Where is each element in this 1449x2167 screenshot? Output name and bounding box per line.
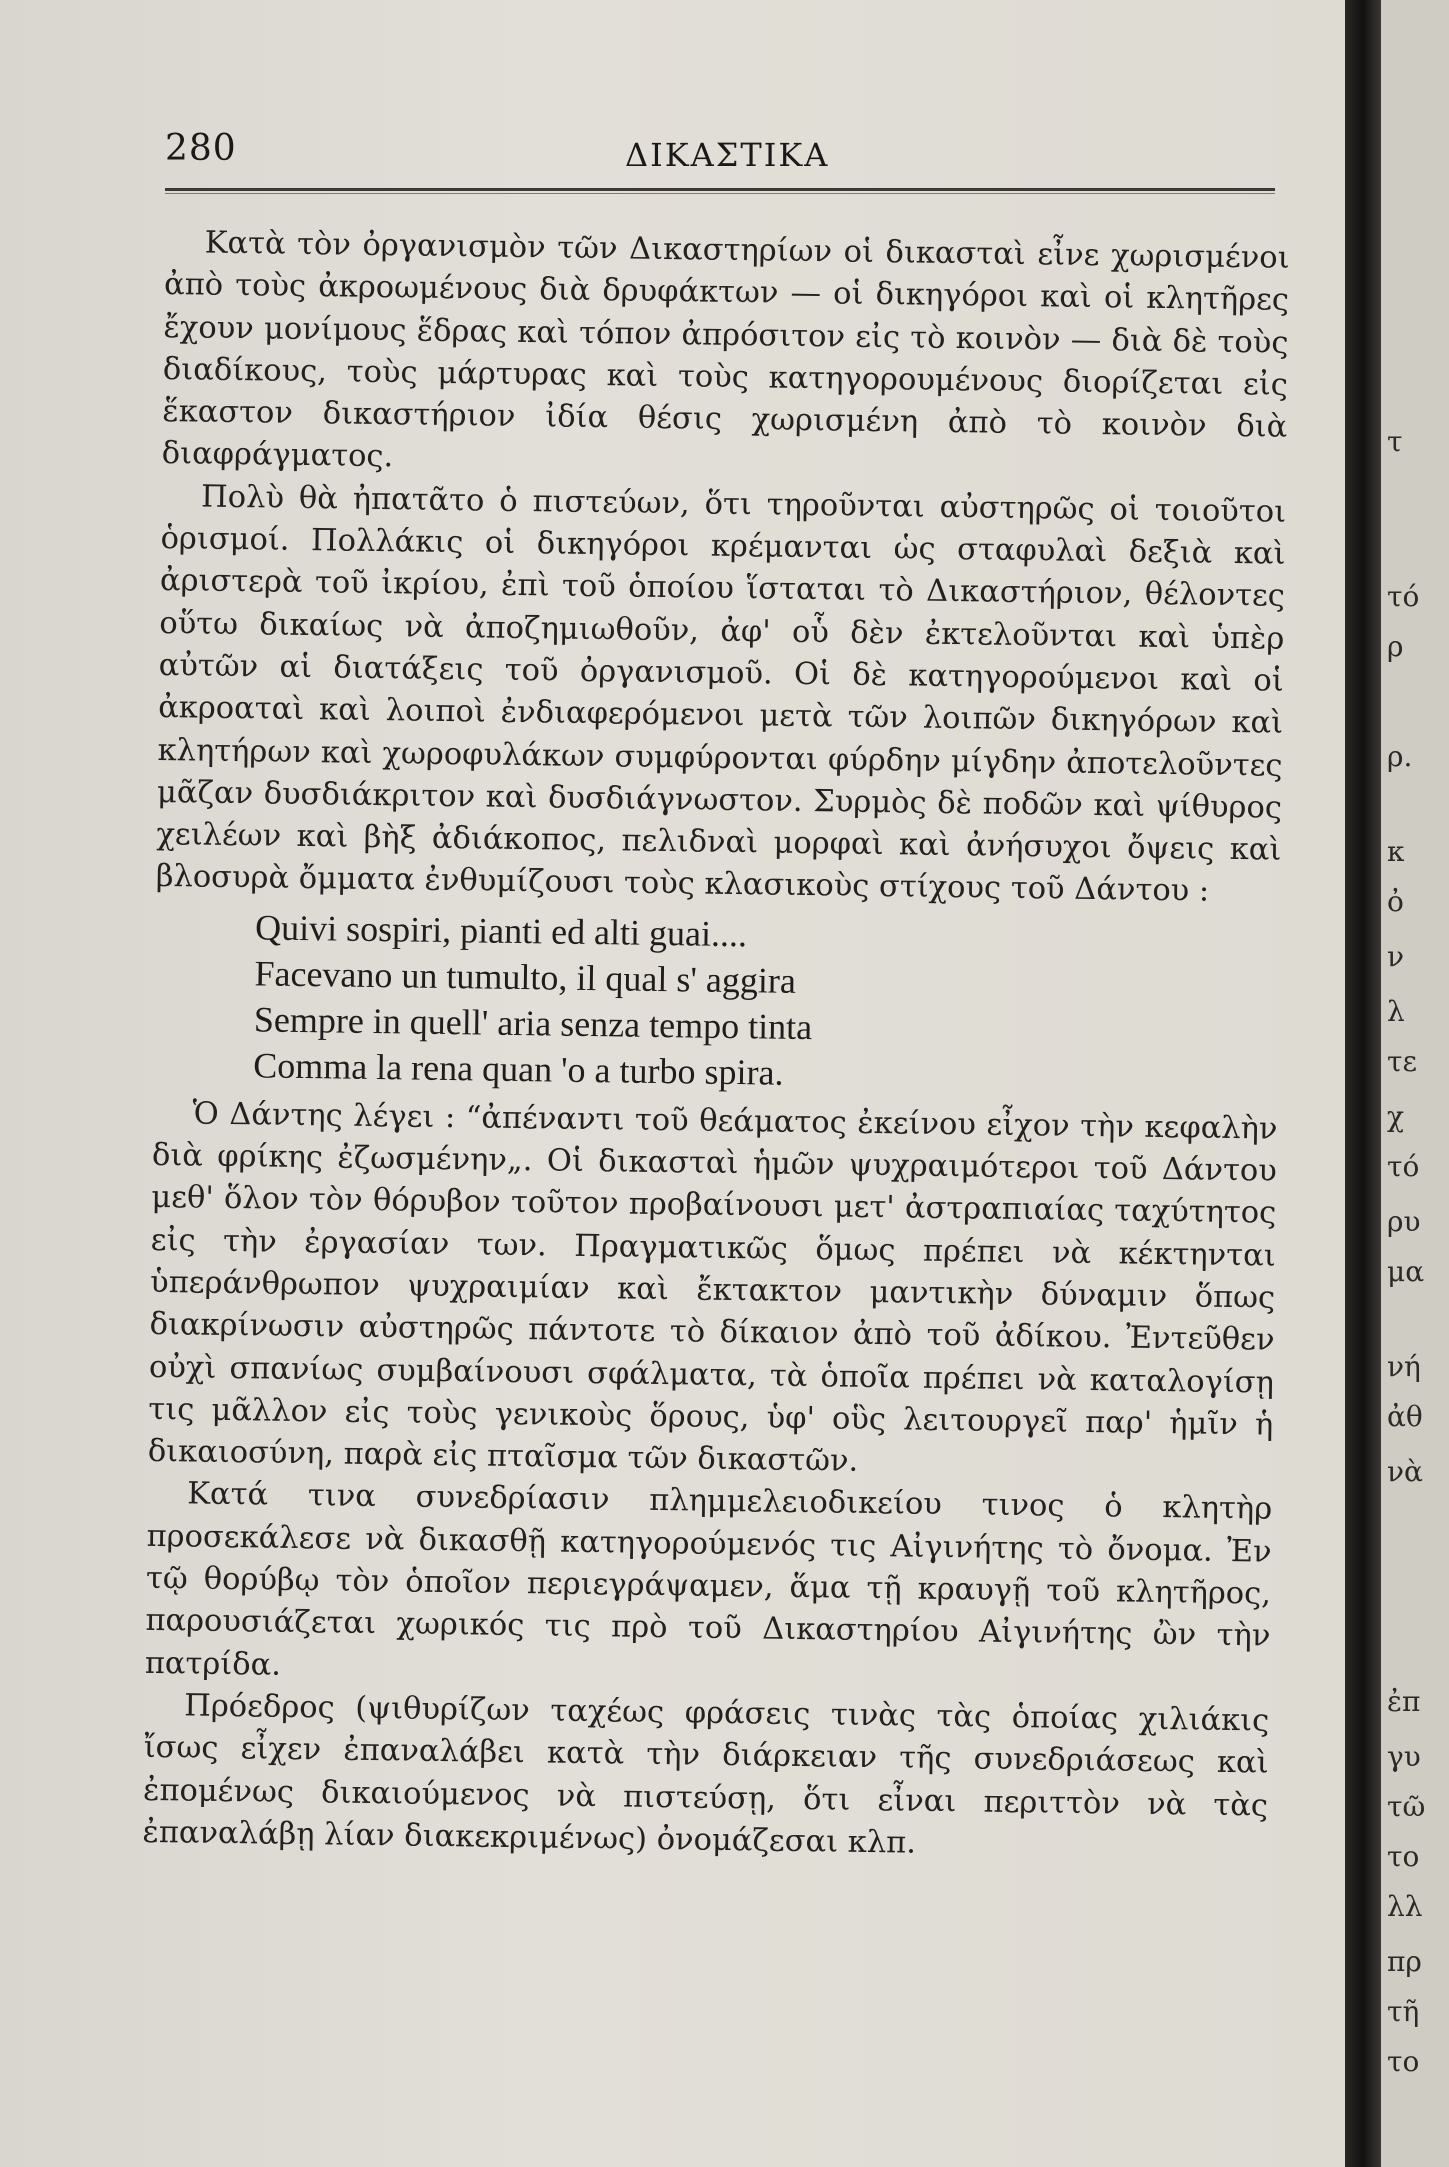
facing-page-fragment: το [1387, 2045, 1420, 2078]
book-gutter [1345, 0, 1381, 2167]
facing-page-fragment: τό [1387, 1150, 1420, 1183]
dante-verse [253, 904, 1280, 1102]
paragraph-3: Ὁ Δάντης λέγει : “ἀπέναντι τοῦ θεάματος ἐκείνου εἶχον τὴν κεφαλὴν διὰ φρίκης ἐζωσμένην„. Οἱ δικασταὶ ἡμῶν ψυχραιμότεροι τοῦ Δάντου μεθ' ὅλον τὸν θόρυβον τοῦτον προβαίνουσι μετ' ἀστραπιαίας ταχύτητος εἰς τὴν ἐργασίαν των. Πραγματικῶς ὅμως πρέπει νὰ κέκτηνται ὑπεράνθρωπον ψυχραιμίαν καὶ ἔκτακτον μαντικὴν δύναμιν ὅπως διακρίνωσιν αὐστηρῶς πάντοτε τὸ δίκαιον ἀπὸ τοῦ ἀδίκου. Ἐντεῦθεν οὐχὶ σπανίως συμβαίνουσι σφάλματα, τὰ ὁποῖα πρέπει νὰ καταλογίσῃ τις μᾶλλον εἰς τοὺς γενικοὺς ὅρους, ὑφ' οὓς λειτουργεῖ παρ' ἡμῖν ἡ δικαιοσύνη, παρὰ εἰς πταῖσμα τῶν δικαστῶν. [147, 1096, 1278, 1479]
running-title: ΔΙΚΑΣΤΙΚΑ [625, 136, 830, 174]
header-rule [165, 188, 1275, 191]
verse-line-3: Sempre in quell' aria senza tempo tinta [253, 999, 813, 1047]
facing-page-fragment: τῶ [1387, 1790, 1426, 1823]
facing-page-fragment: τε [1387, 1045, 1417, 1078]
verse-line-2: Facevano un tumulto, il qual s' aggira [254, 953, 797, 1001]
header-rule-thin [165, 193, 1275, 194]
facing-page-fragment: ρ. [1387, 740, 1413, 773]
facing-page-fragment: τῆ [1387, 1995, 1420, 2028]
facing-page-fragment: τ [1387, 425, 1403, 458]
facing-page-fragment: λλ [1387, 1890, 1423, 1923]
verse-line-4: Comma la rena quan 'o a turbo spira. [252, 1045, 784, 1093]
facing-page-fragment: κ [1387, 835, 1405, 868]
facing-page-fragment: γυ [1387, 1740, 1421, 1773]
facing-page-edge [1381, 0, 1449, 2167]
facing-page-fragment: μα [1387, 1255, 1425, 1288]
facing-page-fragment: ὀ [1387, 885, 1404, 918]
facing-page-fragment: νή [1387, 1350, 1421, 1383]
facing-page-fragment: νὰ [1387, 1455, 1423, 1488]
facing-page-fragment: πρ [1387, 1945, 1422, 1978]
page-number: 280 [165, 128, 237, 169]
facing-page-fragment: το [1387, 1840, 1420, 1873]
body-text [142, 222, 1290, 1870]
facing-page-fragment: ἐπ [1387, 1685, 1421, 1718]
facing-page-fragment: ν [1387, 940, 1405, 973]
facing-page-fragment: ρυ [1387, 1205, 1421, 1238]
facing-page-fragment: ἀθ [1387, 1400, 1423, 1433]
paragraph-2: Πολὺ θὰ ἠπατᾶτο ὁ πιστεύων, ὅτι τηροῦνται αὐστηρῶς οἱ τοιοῦτοι ὁρισμοί. Πολλάκις οἱ δικηγόροι κρέμανται ὡς σταφυλαὶ δεξιὰ καὶ ἀριστερὰ τοῦ ἰκρίου, ἐπὶ τοῦ ὁποίου ἵσταται τὸ Δικαστήριον, θέλοντες οὕτω δικαίως νὰ ἀποζημιωθοῦν, ἀφ' οὗ δὲν ἐκτελοῦνται καὶ ὑπὲρ αὐτῶν αἱ διατάξεις τοῦ ὀργανισμοῦ. Οἱ δὲ κατηγορούμενοι καὶ οἱ ἀκροαταὶ καὶ λοιποὶ ἐνδιαφερόμενοι μετὰ τῶν λοιπῶν δικηγόρων καὶ κλητήρων καὶ χωροφυλάκων συμφύρονται φύρδην μίγδην ἀποτελοῦντες μᾶζαν δυσδιάκριτον καὶ δυσδιάγνωστον. Συρμὸς δὲ ποδῶν καὶ ψίθυρος χειλέων καὶ βὴξ ἀδιάκοπος, πελιδναὶ μορφαὶ καὶ ἀνήσυχοι ὄψεις καὶ βλοσυρὰ ὄμματα ἐνθυμίζουσι τοὺς κλασικοὺς στίχους τοῦ Δάντου : [155, 479, 1287, 910]
verse-line-1: Quivi sospiri, pianti ed alti guai.... [254, 907, 748, 954]
paragraph-1: Κατὰ τὸν ὀργανισμὸν τῶν Δικαστηρίων οἱ δικασταὶ εἶνε χωρισμένοι ἀπὸ τοὺς ἀκροωμένους διὰ δρυφάκτων — οἱ δικηγόροι καὶ οἱ κλητῆρες ἔχουν μονίμους ἕδρας καὶ τόπον ἀπρόσιτον εἰς τὸ κοινὸν — διὰ δὲ τοὺς διαδίκους, τοὺς μάρτυρας καὶ τοὺς κατηγορουμένους διορίζεται εἰς ἕκαστον δικαστήριον ἰδία θέσις χωρισμένη ἀπὸ τὸ κοινὸν διὰ διαφράγματος. [161, 225, 1290, 475]
facing-page-fragment: ρ [1387, 630, 1404, 663]
facing-page-fragment: λ [1387, 995, 1405, 1028]
page-header [165, 128, 1275, 174]
paragraph-5: Πρόεδρος (ψιθυρίζων ταχέως φράσεις τινὰς τὰς ὁποίας χιλιάκις ἴσως εἶχεν ἐπαναλάβει κατὰ τὴν διάρκειαν τῆς συνεδριάσεως καὶ ἐπομένως δικαιούμενος νὰ πιστεύσῃ, ὅτι εἶναι περιττὸν νὰ τὰς ἐπαναλάβῃ λίαν διακεκριμένως) ὀνομάζεσαι κλπ. [142, 1688, 1270, 1861]
facing-page-fragment: τό [1387, 580, 1420, 613]
paragraph-4: Κατά τινα συνεδρίασιν πλημμελειοδικείου τινος ὁ κλητὴρ προσεκάλεσε νὰ δικασθῇ κατηγορούμενός τις Αἰγινήτης τὸ ὄνομα. Ἐν τῷ θορύβῳ τὸν ὁποῖον περιεγράψαμεν, ἅμα τῇ κραυγῇ τοῦ κλητῆρος, παρουσιάζεται χωρικός τις πρὸ τοῦ Δικαστηρίου Αἰγινήτης ὢν τὴν πατρίδα. [144, 1476, 1273, 1683]
facing-page-fragment: χ [1387, 1100, 1404, 1133]
